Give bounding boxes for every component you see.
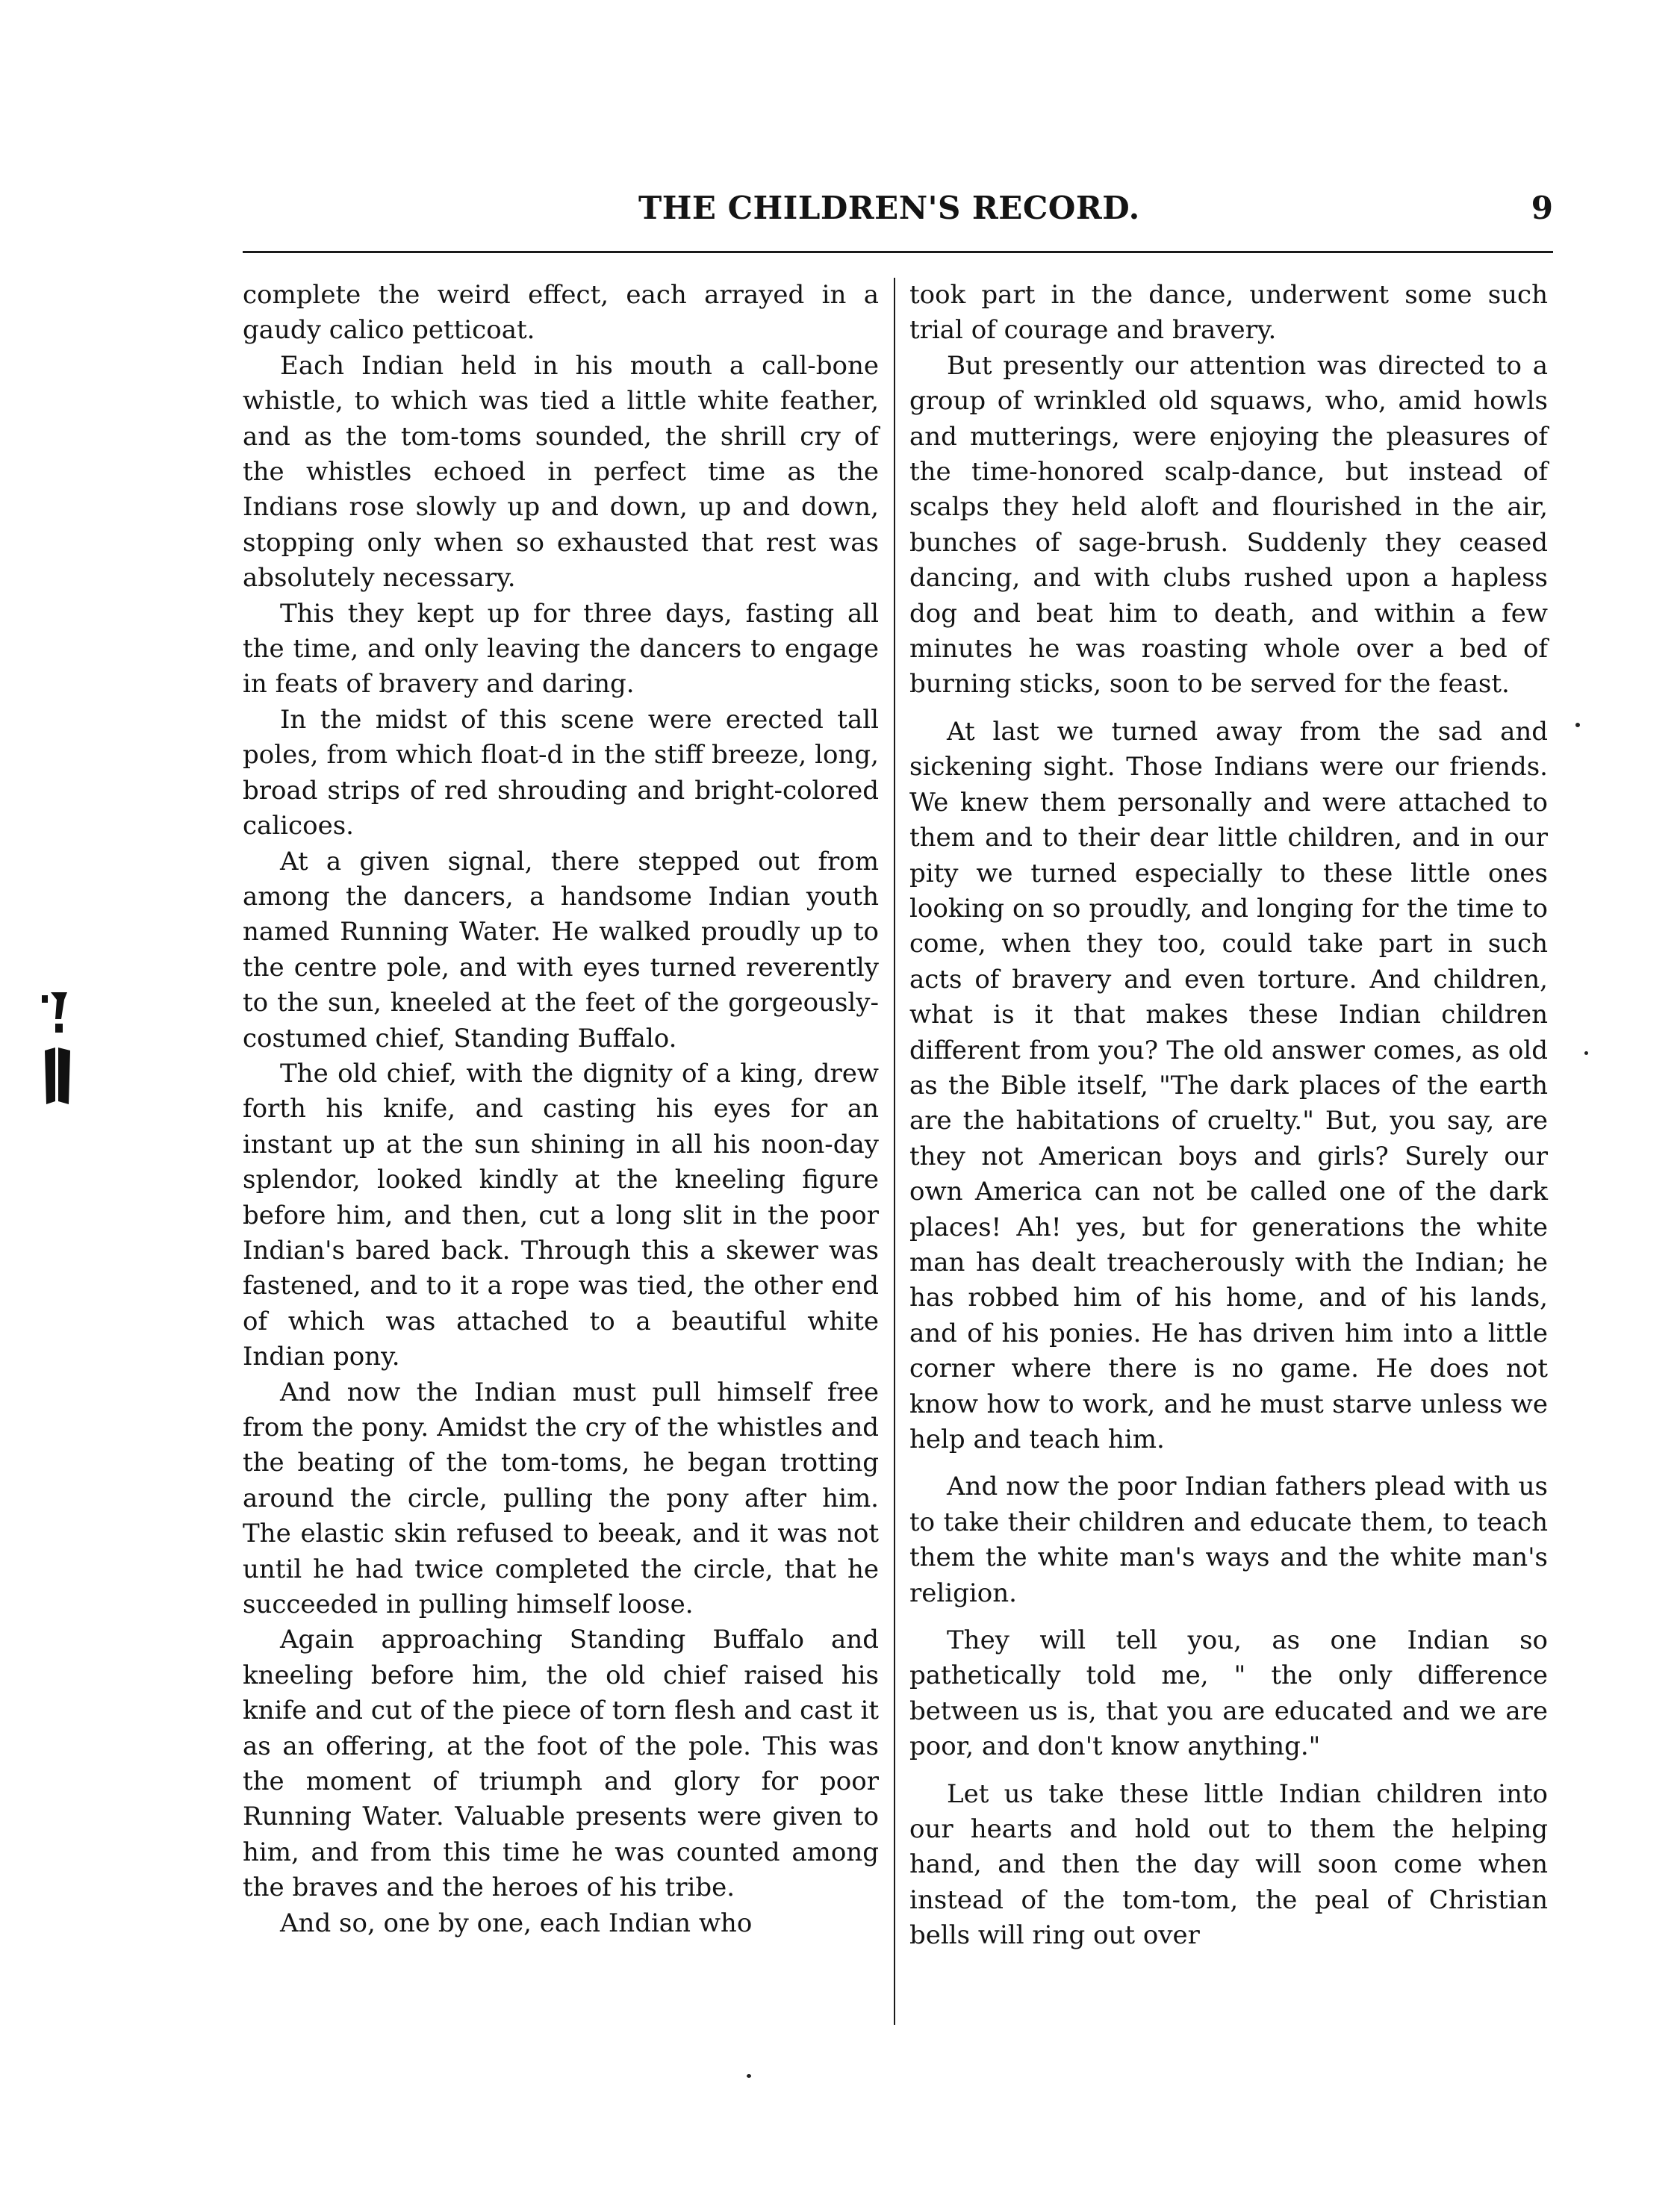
paragraph: But presently our attention was directed to a group of wrinkled old squaws, who, amid howls and mutterings, were enjoying the pleasures of the time-honored scalp-dance, but instead of scalps they held aloft and flourished in the air, bunches of sage-brush. Suddenly they ceased dancing, and with clubs rushed upon a hapless dog and beat him to death, and within a few minutes he was roasting whole over a bed of burning sticks, soon to be served for the feast. (909, 350, 1548, 700)
paragraph: Each Indian held in his mouth a call-bone whistle, to which was tied a little white feather, and as the tom-toms sounded, the shrill cry of the whistles echoed in perfect time as the Indians rose slowly up and down, up and down, stopping only when so exhausted that rest was absolutely necessary. (243, 350, 879, 594)
speck (747, 2074, 751, 2078)
paragraph: At a given signal, there stepped out from among the dancers, a handsome Indian youth named Running Water. He walked proudly up to the centre pole, and with eyes turned reverently to the sun, kneeled at the feet of the gorgeously-costumed chief, Standing Buffalo. (243, 846, 879, 1053)
paragraph: At last we turned away from the sad and sickening sight. Those Indians were our friends. We knew them personally and were attached to them and to their dear little children, and in our pity we turned especially to these little ones looking on so proudly, and longing for the time to come, when they too, could take part in such acts of bravery and even torture. And children, what is it that makes these Indian children different from you? The old answer comes, as old as the Bible itself, "The dark places of the earth are the habitations of cruelty." But, you say, are they not American boys and girls? Surely our own America can not be called one of the dark places! Ah! yes, but for generations the white man has dealt treacherously with the Indian; he has robbed him of his home, and of his lands, and of his ponies. He has driven him into a little corner where there is no game. He does not know how to work, and he must starve unless we help and teach him. (909, 716, 1548, 1454)
binding-mark-icon (39, 989, 76, 1116)
paragraph: And so, one by one, each Indian who (280, 1908, 753, 1938)
paragraph: They will tell you, as one Indian so pathetically told me, " the only difference between us is, that you are educated and we are poor, and don't know anything." (909, 1625, 1548, 1762)
paragraph: And now the poor Indian fathers plead with us to take their children and educate them, to teach them the white man's ways and the white man's religion. (909, 1472, 1548, 1608)
speck (1584, 1051, 1588, 1055)
column-divider (894, 278, 895, 2025)
paragraph: took part in the dance, underwent some such trial of courage and bravery. (909, 280, 1548, 346)
right-column (909, 278, 1548, 1954)
speck (1575, 723, 1580, 727)
binding-mark (39, 989, 76, 1116)
paragraph: And now the Indian must pull himself free from the pony. Amidst the cry of the whistles and the beating of the tom-toms, he began trotting around the circle, pulling the pony after him. The elastic skin refused to beeak, and it was not until he had twice completed the circle, that he succeeded in pulling himself loose. (243, 1377, 879, 1620)
page-header (243, 184, 1553, 236)
page-title: THE CHILDREN'S RECORD. (638, 190, 1140, 226)
paragraph: This they kept up for three days, fasting all the time, and only leaving the dancers to engage in feats of bravery and daring. (243, 598, 879, 700)
paragraph: Again approaching Standing Buffalo and kneeling before him, the old chief raised his knife and cut of the piece of torn flesh and cast it as an offering, at the foot of the pole. This was the moment of triumph and glory for poor Running Water. Valuable presents were given to him, and from this time he was counted among the braves and the heroes of his tribe. (243, 1625, 879, 1903)
paragraph: In the midst of this scene were erected tall poles, from which float-d in the stiff breeze, long, broad strips of red shrouding and bright-colored calicoes. (243, 704, 879, 841)
page-number: 9 (1531, 190, 1553, 226)
paragraph: The old chief, with the dignity of a king, drew forth his knife, and casting his eyes for an instant up at the sun shining in all his noon-day splendor, looked kindly at the kneeling figure before him, and then, cut a long slit in the poor Indian's bared back. Through this a skewer was fastened, and to it a rope was tied, the other end of which was attached to a beautiful white Indian pony. (243, 1058, 879, 1372)
left-column (243, 278, 879, 1941)
header-rule (243, 251, 1553, 253)
paragraph: Let us take these little Indian children into our hearts and hold out to them the helping hand, and then the day will soon come when instead of the tom-tom, the peal of Christian bells will ring out over (909, 1778, 1548, 1951)
paragraph: complete the weird effect, each arrayed in a gaudy calico petticoat. (243, 280, 879, 346)
